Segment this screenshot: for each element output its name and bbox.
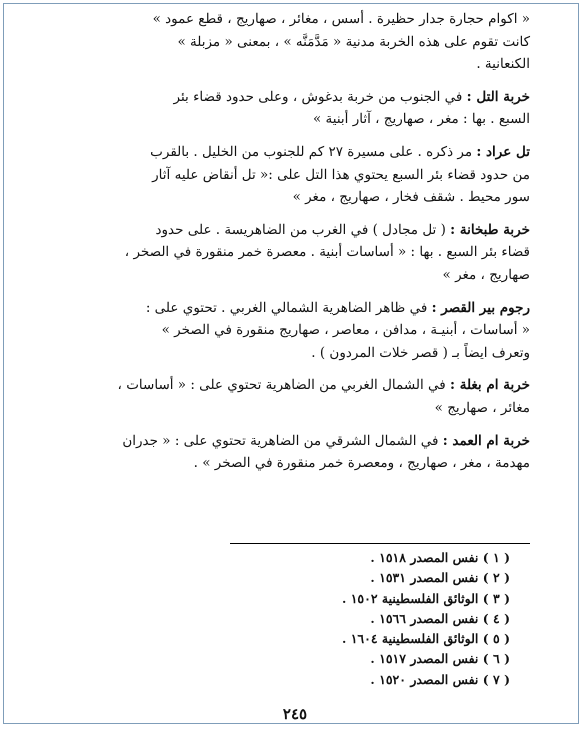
text-line: مغائر ، صهاريج » — [434, 399, 530, 416]
text-line: في الجنوب من خربة بدغوش ، وعلى حدود قضاء بئر — [173, 88, 463, 105]
footnote: ( ٥ ) الوثائق الفلسطينية ١٦٠٤ . — [342, 631, 510, 647]
text-line: كانت تقوم على هذه الخربة مدنية « مَدَّمَنَّه » ، بمعنى « مزبلة » — [177, 33, 530, 50]
footnote-divider — [230, 543, 530, 544]
text-line: مهدمة ، مغر ، صهاريج ، ومعصرة خمر منقورة في الصخر » . — [193, 455, 530, 472]
text-line: السبع . بها : مغر ، صهاريج ، آثار أبنية » — [312, 111, 530, 128]
entry-heading: خربة طبخانة : — [450, 221, 530, 238]
text-line: سور محيط . شقف فخار ، صهاريج ، مغر » — [292, 189, 530, 206]
text-line: « اكوام حجارة جدار حظيرة . أسس ، مغائر ، صهاريج ، قطع عمود » — [152, 11, 530, 27]
footnote: ( ١ ) نفس المصدر ١٥١٨ . — [370, 550, 510, 565]
text-line: ( تل مجادل ) في الغرب من الضاهريسة . على حدود — [155, 221, 446, 238]
footnote: ( ٤ ) نفس المصدر ١٥٦٦ . — [370, 610, 510, 626]
paragraph-khirbet-umm-baghla — [70, 374, 530, 419]
text-line: الكنعانية . — [476, 56, 530, 73]
paragraph-1 — [70, 8, 530, 76]
entry-heading: تل عراد : — [476, 143, 530, 160]
footnote: ( ٧ ) نفس المصدر ١٥٢٠ . — [370, 671, 510, 687]
text-line: من حدود قضاء بئر السبع يحتوي هذا التل على :« تل أنقاض عليه آثار — [152, 166, 530, 183]
text-line: في الشمال الغربي من الضاهرية تحتوي على : « أساسات ، — [117, 377, 446, 394]
paragraph-khirbet-al-tall — [70, 86, 530, 131]
footnotes-list — [300, 548, 510, 690]
entry-heading: رجوم بير القصر : — [431, 299, 530, 316]
entry-heading: خربة ام بغلة : — [450, 377, 530, 394]
paragraph-tall-arad — [70, 141, 530, 209]
text-line: صهاريج ، مغر » — [442, 266, 530, 283]
footnote: ( ٢ ) نفس المصدر ١٥٣١ . — [370, 570, 510, 586]
entry-heading: خربة ام العمد : — [442, 432, 530, 449]
text-line: وتعرف ايضاً بـ ( قصر خلات المردون ) . — [311, 344, 530, 361]
page-number: ٢٤٥ — [282, 705, 308, 723]
paragraph-khirbet-umm-al-amad — [70, 430, 530, 475]
paragraph-khirbet-tabkhana — [70, 219, 530, 287]
text-line: « أساسات ، أبنيـة ، مدافن ، معاصر ، صهاريج منقورة في الصخر » — [161, 322, 530, 339]
footnote: ( ٦ ) نفس المصدر ١٥١٧ . — [370, 651, 510, 667]
text-line: مر ذكره . على مسيرة ٢٧ كم للجنوب من الخليل . بالقرب — [150, 143, 473, 160]
text-line: في ظاهر الضاهرية الشمالي الغربي . تحتوي على : — [145, 299, 428, 316]
text-line: في الشمال الشرقي من الضاهرية تحتوي على : « جدران — [122, 432, 439, 449]
document-body — [70, 8, 530, 485]
text-line: قضاء بئر السبع . بها : « أساسات أبنية . معصرة خمر منقورة في الصخر ، — [124, 244, 530, 261]
paragraph-rujum-bir-al-qasr — [70, 297, 530, 365]
entry-heading: خربة التل : — [466, 88, 530, 105]
footnote: ( ٣ ) الوثائق الفلسطينية ١٥٠٢ . — [342, 590, 510, 606]
